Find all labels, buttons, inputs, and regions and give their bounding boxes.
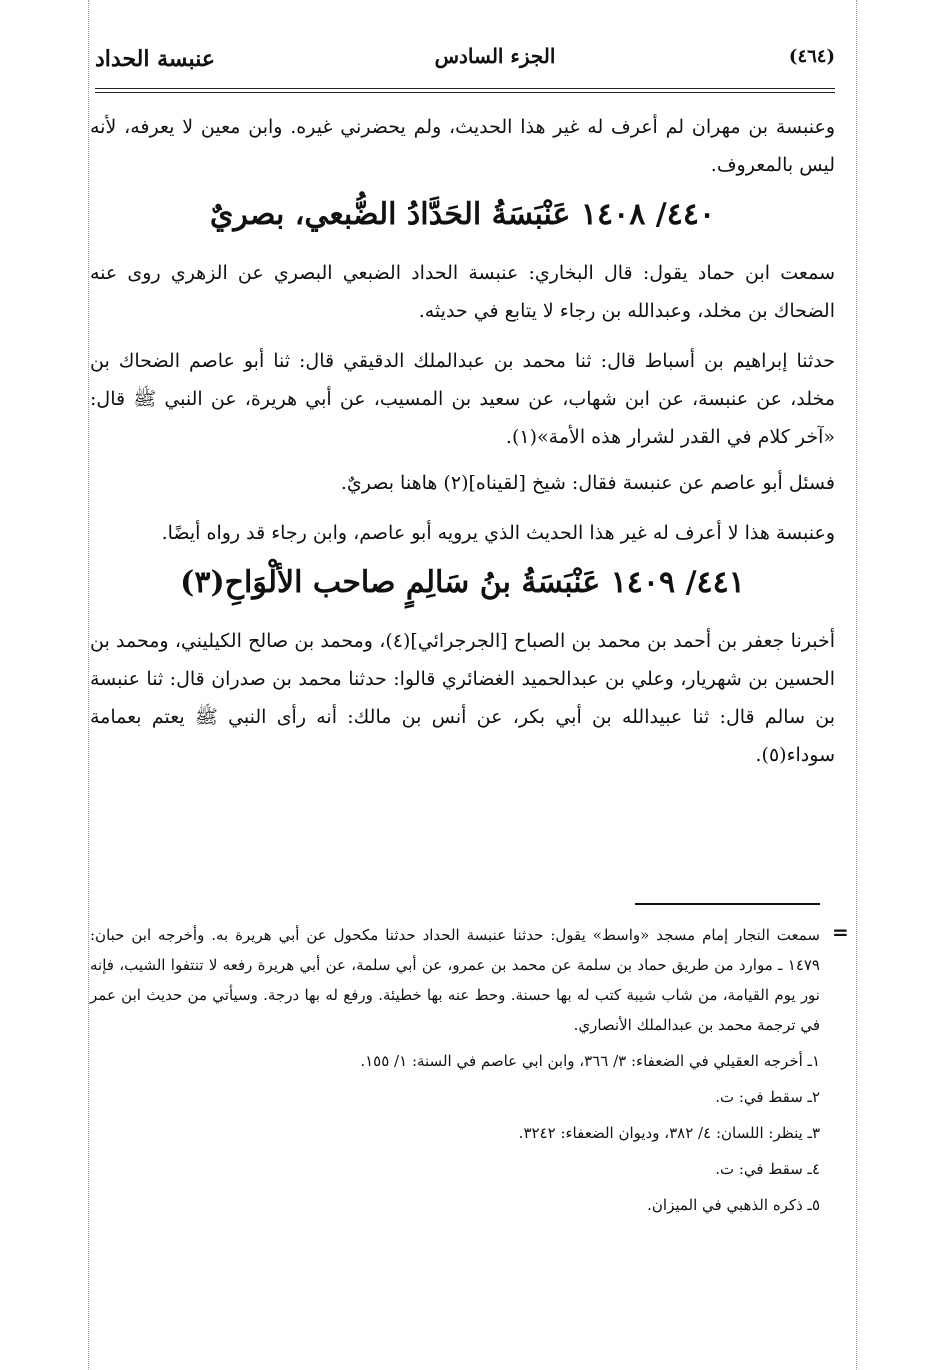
paragraph: سمعت ابن حماد يقول: قال البخاري: عنبسة الحداد الضبعي البصري عن الزهري روى عنه الضحاك بن مخلد، وعبدالله بن رجاء لا يتابع في حديثه. xyxy=(90,262,835,322)
paragraph: أخبرنا جعفر بن أحمد بن محمد بن الصباح [الجرجرائي](٤)، ومحمد بن صالح الكيليني، ومحمد بن الحسين بن شهريار، وعلي بن عبدالحميد الغضائري قالوا: حدثنا محمد بن صدران قال: ثنا عنبسة بن سالم قال: ثنا عبيدالله بن أبي بكر، عن أنس بن مالك: أنه رأى النبي ﷺ يعتم بعمامة سوداء(٥). xyxy=(90,630,836,766)
entry-heading: ٤٤١/ ١٤٠٩ عَنْبَسَةُ بنُ سَالِمٍ صاحب الألْوَاحِ(٣) xyxy=(180,565,745,600)
margin-guide-left xyxy=(88,0,89,1370)
paragraph: حدثنا إبراهيم بن أسباط قال: ثنا محمد بن عبدالملك الدقيقي قال: ثنا أبو عاصم الضحاك بن مخلد، عن عنبسة، عن ابن شهاب، عن سعيد بن المسيب، عن أبي هريرة، عن النبي ﷺ قال: «آخر كلام في القدر لشرار هذه الأمة»(١). xyxy=(90,350,835,448)
footnote-2: ٢ـ سقط في: ت. xyxy=(715,1088,820,1106)
footnote-separator xyxy=(635,903,820,905)
volume-title: الجزء السادس xyxy=(434,44,556,68)
footnote-4: ٤ـ سقط في: ت. xyxy=(715,1160,820,1178)
running-title: عنبسة الحداد xyxy=(95,46,215,72)
footnote-3: ٣ـ ينظر: اللسان: ٤/ ٣٨٢، وديوان الضعفاء: ٣٢٤٢. xyxy=(518,1124,820,1142)
page-header xyxy=(95,40,835,90)
paragraph: وعنبسة بن مهران لم أعرف له غير هذا الحديث، ولم يحضرني غيره. وابن معين لا يعرفه، لأنه ليس بالمعروف. xyxy=(90,116,835,176)
footnote-continuation-mark: = xyxy=(832,920,849,944)
footnote-5: ٥ـ ذكره الذهبي في الميزان. xyxy=(647,1196,820,1214)
paragraph: فسئل أبو عاصم عن عنبسة فقال: شيخ [لقيناه](٢) هاهنا بصريٌ. xyxy=(340,472,835,494)
entry-heading: ٤٤٠/ ١٤٠٨ عَنْبَسَةُ الحَدَّادُ الضُّبعي، بصريٌ xyxy=(209,197,716,232)
page-number: (٤٦٤) xyxy=(788,46,835,67)
footnote-1: ١ـ أخرجه العقيلي في الضعفاء: ٣/ ٣٦٦، وابن ابي عاصم في السنة: ١/ ١٥٥. xyxy=(360,1052,820,1070)
footnote-continuation: سمعت النجار إمام مسجد «واسط» يقول: حدثنا عنبسة الحداد حدثنا مكحول عن أبي هريرة به. وأخرجه ابن حبان: ١٤٧٩ ـ موارد من طريق حماد بن سلمة عن محمد بن عمرو، عن أبي سلمة، عن أبي هريرة رفعه لا تنتفوا الشيب، فإنه نور يوم القيامة، من شاب شيبة كتب له بها حسنة. وحط عنه بها خطيئة. ورفع له بها درجة. وسيأتي من حديث ابن عمر في ترجمة محمد بن عبدالملك الأنصاري. xyxy=(90,926,820,1034)
main-text xyxy=(90,108,835,786)
header-rule xyxy=(95,88,835,93)
margin-guide-right xyxy=(856,0,857,1370)
footnotes xyxy=(90,920,820,1220)
paragraph: وعنبسة هذا لا أعرف له غير هذا الحديث الذي يرويه أبو عاصم، وابن رجاء قد رواه أيضًا. xyxy=(161,522,835,544)
